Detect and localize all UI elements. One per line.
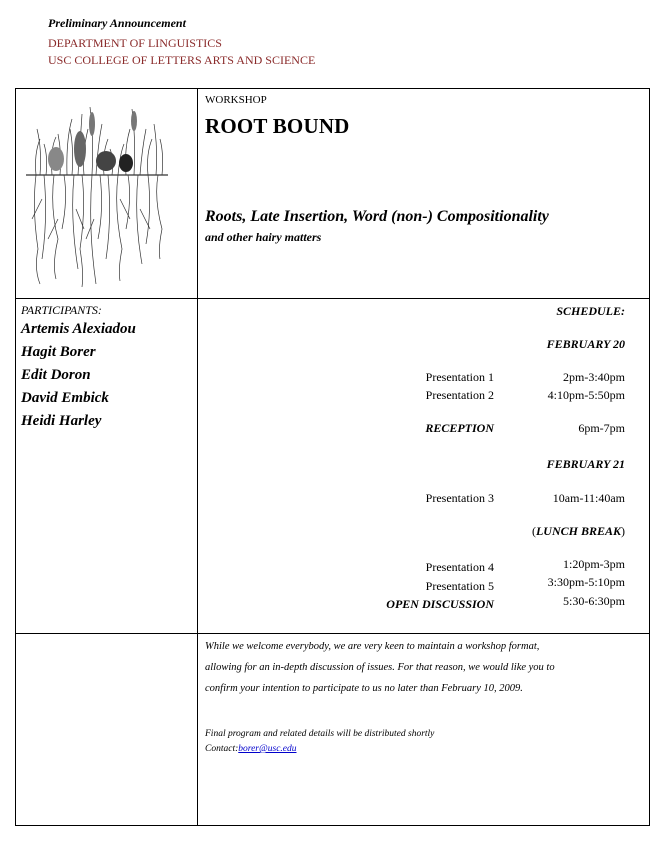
contact-block [205, 727, 645, 757]
participant-name: Edit Doron [21, 367, 91, 383]
contact-line [205, 742, 645, 757]
session-time: 3:30pm-5:10pm [547, 575, 625, 589]
participants-section [21, 303, 191, 433]
workshop-title: ROOT BOUND [205, 114, 350, 138]
session-time: 1:20pm-3pm [563, 557, 625, 571]
participants-label: PARTICIPANTS: [21, 303, 102, 317]
session-name: Presentation 5 [425, 579, 494, 593]
announcement-header [48, 16, 315, 69]
workshop-label: WORKSHOP [205, 94, 267, 106]
workshop-subtitle-block [205, 208, 645, 245]
notice-line: allowing for an in-depth discussion of issues. For that reason, we would like you to [205, 662, 555, 673]
lunch-break [532, 524, 625, 539]
lunch-paren-open: ( [531, 524, 536, 538]
session-name: Presentation 3 [425, 491, 494, 505]
session-name: Presentation 1 [425, 370, 494, 384]
column-divider [197, 89, 198, 825]
session-time: 4:10pm-5:50pm [547, 388, 625, 402]
participant-name: Heidi Harley [21, 413, 102, 429]
session-time: 2pm-3:40pm [563, 370, 625, 384]
preliminary-label: Preliminary Announcement [48, 16, 186, 30]
reception-label: RECEPTION [425, 421, 494, 435]
workshop-heading [205, 94, 645, 139]
workshop-table [15, 88, 650, 826]
roots-illustration [22, 99, 172, 289]
participant-name: David Embick [21, 390, 109, 406]
workshop-tagline: and other hairy matters [205, 230, 322, 244]
registration-notice [205, 636, 645, 699]
reception-time: 6pm-7pm [578, 421, 625, 435]
college-name: USC COLLEGE OF LETTERS ARTS AND SCIENCE [48, 53, 316, 67]
final-program-note: Final program and related details will be distributed shortly [205, 729, 435, 739]
row-divider [16, 633, 649, 634]
participant-name: Artemis Alexiadou [21, 321, 136, 337]
contact-email-link[interactable]: borer@usc.edu [238, 744, 297, 754]
open-discussion-label: OPEN DISCUSSION [386, 597, 494, 611]
lunch-paren-close: ) [621, 524, 625, 538]
session-time: 10am-11:40am [552, 491, 625, 505]
participant-name: Hagit Borer [21, 344, 96, 360]
row-divider [16, 298, 649, 299]
contact-label: Contact: [205, 744, 239, 754]
department-name: DEPARTMENT OF LINGUISTICS [48, 36, 222, 50]
notice-line: confirm your intention to participate to us no later than February 10, 2009. [205, 683, 523, 694]
day-one-heading: FEBRUARY 20 [546, 337, 625, 351]
open-discussion-time: 5:30-6:30pm [563, 594, 625, 608]
workshop-subtitle: Roots, Late Insertion, Word (non-) Compositionality [205, 208, 549, 225]
lunch-break-label: LUNCH BREAK [535, 524, 621, 538]
schedule-label: SCHEDULE: [556, 304, 625, 318]
session-name: Presentation 2 [425, 388, 494, 402]
notice-line: While we welcome everybody, we are very keen to maintain a workshop format, [205, 641, 540, 652]
session-name: Presentation 4 [425, 560, 494, 574]
day-two-heading: FEBRUARY 21 [546, 457, 625, 471]
